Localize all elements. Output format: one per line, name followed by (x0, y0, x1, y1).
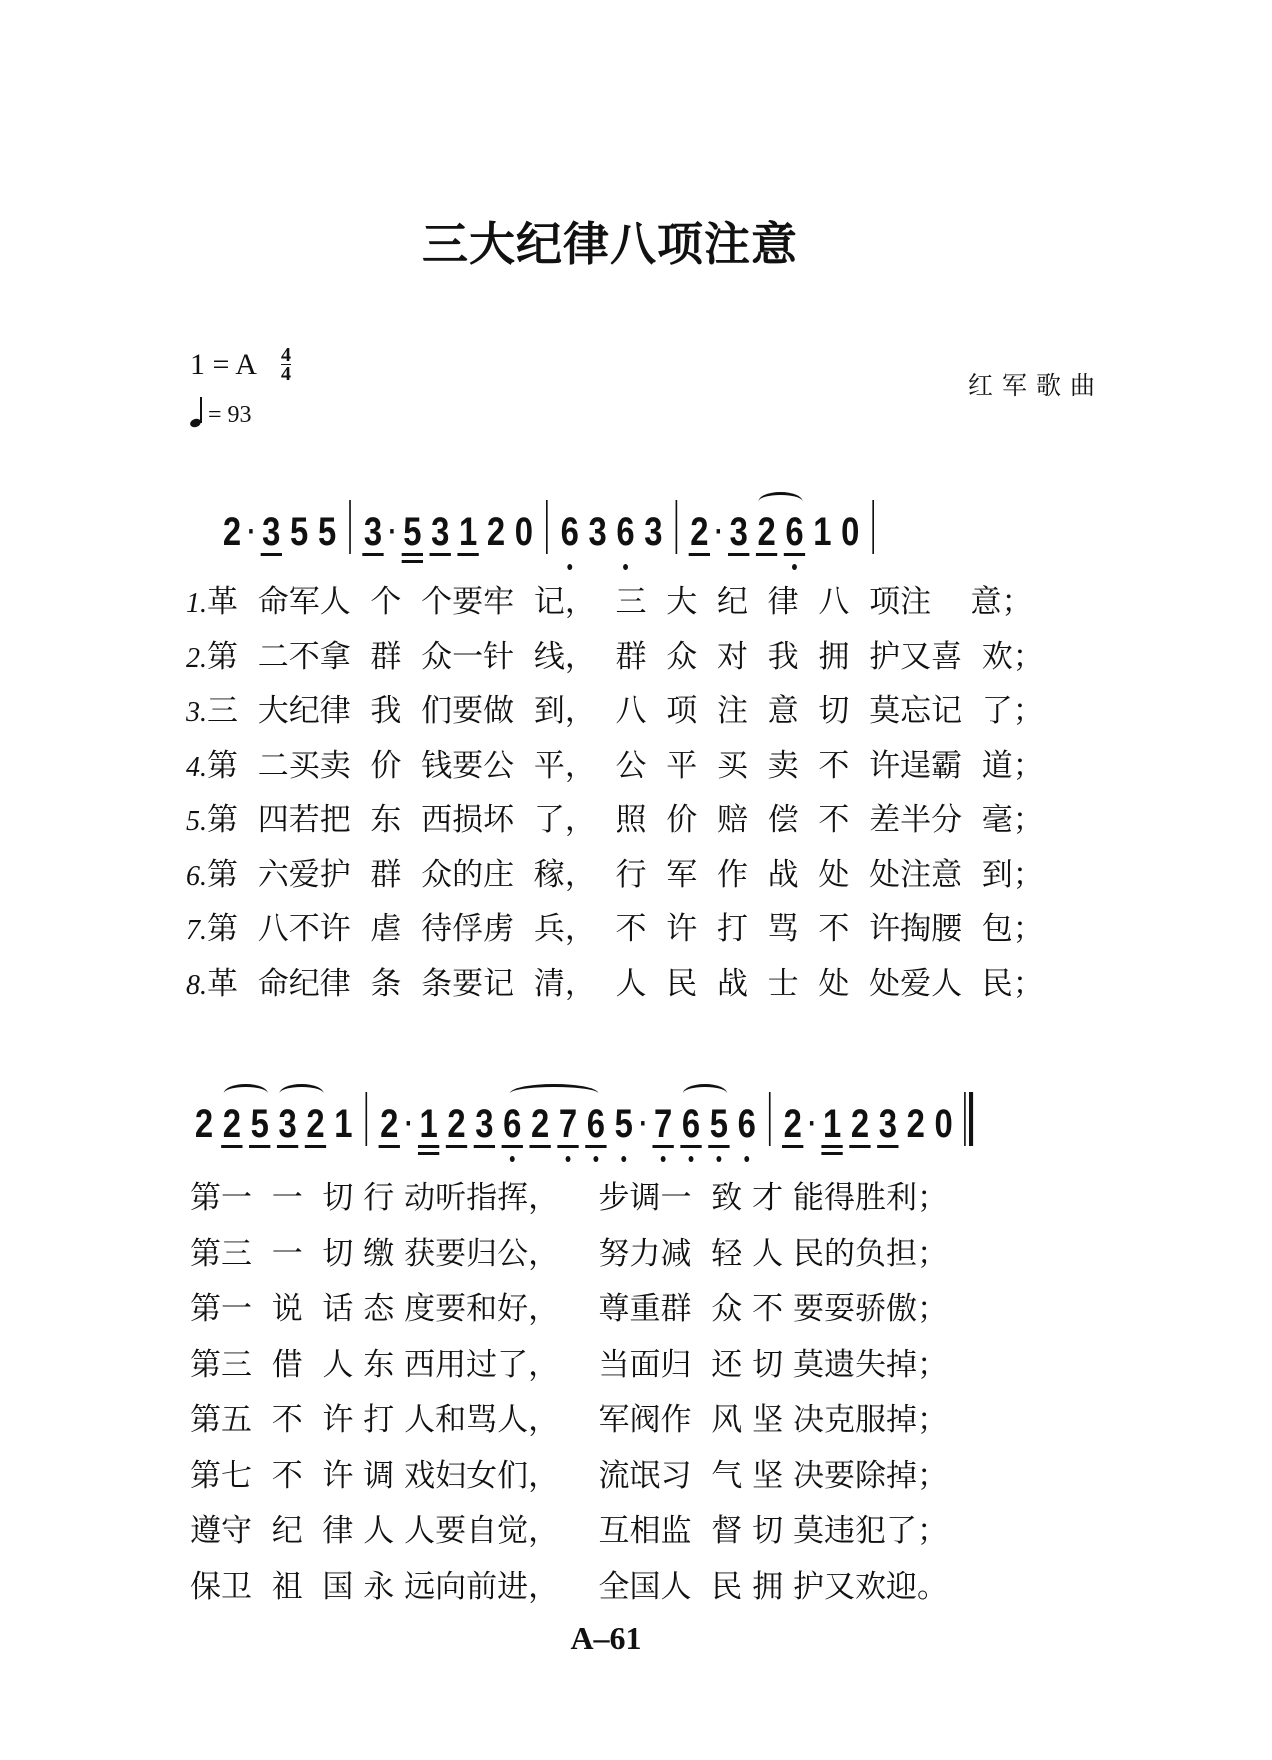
lower-octave-dot (744, 1156, 749, 1162)
slur-group (498, 1102, 610, 1146)
lower-octave-dot (689, 1156, 694, 1162)
lyric-text: 第 二买卖 价 钱要公 平， 公 平 买 卖 不 许逞霸 道； (207, 747, 1044, 784)
augmentation-dot: · (808, 1107, 817, 1140)
note: 3 (363, 510, 383, 554)
lower-octave-dot (661, 1156, 666, 1162)
page-number: A–61 (570, 1620, 642, 1656)
note: 2 (447, 1102, 466, 1146)
note: 0 (934, 1102, 953, 1146)
note: 6 (559, 510, 580, 554)
note: 3 (878, 1102, 897, 1146)
note: 2 (222, 510, 242, 554)
lower-octave-dot (566, 1156, 571, 1162)
verse-number: 2. (186, 642, 207, 674)
note: 3 (475, 1102, 494, 1146)
note: 2 (380, 1102, 399, 1146)
lower-octave-dot (792, 564, 797, 570)
augmentation-dot: · (714, 515, 724, 548)
barline (546, 500, 548, 554)
lyric-line (186, 800, 1044, 842)
slur-arc (223, 1084, 268, 1103)
lyric-line (186, 691, 1044, 733)
notation-line-2 (190, 1092, 973, 1146)
slur-arc (683, 1084, 728, 1103)
lyric-line (186, 637, 1044, 679)
time-top: 4 (280, 344, 291, 366)
verse-number: 6. (186, 860, 207, 892)
note: 1 (334, 1102, 353, 1146)
lower-octave-dot (623, 564, 628, 570)
note: 0 (841, 510, 860, 554)
note: 6 (615, 510, 636, 554)
lyric-text: 第 六爱护 群 众的庄 稼， 行 军 作 战 处 处注意 到； (207, 856, 1044, 893)
verse-number: 1. (186, 588, 207, 619)
note: 6 (680, 1102, 701, 1146)
note: 5 (613, 1102, 634, 1146)
verse-number: 5. (186, 806, 207, 837)
note: 2 (486, 510, 506, 554)
lyric-line (186, 855, 1044, 897)
lyric-text: 三 大纪律 我 们要做 到， 八 项 注 意 切 莫忘记 了； (207, 693, 1044, 729)
note: 5 (403, 510, 422, 554)
note: 5 (250, 1102, 269, 1146)
note: 1 (822, 1102, 842, 1146)
barline (349, 500, 351, 554)
time-bottom: 4 (280, 363, 291, 385)
quarter-note-stem (200, 397, 202, 423)
lyric-line: 第一 说 话 态 度要和好， 尊重群 众 不 要耍骄傲； (190, 1291, 948, 1327)
lyric-line: 第五 不 许 打 人和骂人， 军阀作 风 坚 决克服掉； (190, 1402, 948, 1438)
augmentation-dot: · (639, 1107, 648, 1140)
verse-number: 7. (186, 915, 207, 946)
note: 6 (736, 1102, 757, 1146)
note: 5 (290, 510, 309, 554)
note: 5 (317, 510, 337, 554)
note: 6 (502, 1102, 523, 1146)
slur-group (218, 1102, 274, 1146)
note: 2 (906, 1102, 925, 1146)
augmentation-dot: · (388, 515, 397, 548)
note: 2 (757, 510, 776, 554)
song-title: 三大纪律八项注意 (422, 217, 798, 271)
notation-line-1 (218, 500, 882, 554)
note: 7 (557, 1102, 578, 1146)
lower-octave-dot (621, 1156, 626, 1162)
tempo-marking (190, 402, 252, 429)
note: 0 (514, 510, 533, 554)
lyric-text: 革 命军人 个 个要牢 记， 三 大 纪 律 八 项注 意； (207, 584, 1033, 620)
note: 2 (306, 1102, 325, 1146)
note: 5 (708, 1102, 729, 1146)
augmentation-dot: · (247, 515, 256, 548)
note: 1 (458, 510, 478, 554)
note: 2 (222, 1102, 241, 1146)
lower-octave-dot (716, 1156, 721, 1162)
lyric-text: 革 命纪律 条 条要记 清， 人 民 战 士 处 处爱人 民； (207, 965, 1044, 1002)
lyric-text: 第 四若把 东 西损坏 了， 照 价 赔 偿 不 差半分 毫； (207, 802, 1044, 838)
composer: 红军歌曲 (968, 371, 1105, 400)
note: 3 (644, 510, 663, 554)
note: 6 (585, 1102, 606, 1146)
final-barline (964, 1092, 973, 1146)
lyric-line (186, 746, 1044, 788)
lyric-text: 第 二不拿 群 众一针 线， 群 众 对 我 拥 护又喜 欢； (207, 638, 1044, 675)
lyric-line: 第三 借 人 东 西用过了， 当面归 还 切 莫遗失掉； (190, 1346, 948, 1383)
tempo-value: = 93 (208, 402, 252, 428)
time-signature (281, 346, 291, 383)
verse-number: 3. (186, 697, 207, 728)
key-label: 1 = A (190, 347, 257, 381)
lower-octave-dot (567, 564, 572, 570)
lyric-line (186, 909, 1044, 951)
lyric-line (186, 964, 1044, 1006)
note: 1 (813, 510, 832, 554)
lyric-line: 第七 不 许 调 戏妇女们， 流氓习 气 坚 决要除掉； (190, 1457, 948, 1494)
note: 2 (783, 1102, 802, 1146)
slur-arc (758, 492, 803, 511)
lyric-line (186, 582, 1033, 624)
slur-arc (509, 1084, 598, 1103)
note: 2 (194, 1102, 214, 1146)
key-signature (190, 346, 291, 383)
slur-group (677, 1102, 733, 1146)
verse-number: 4. (186, 751, 207, 783)
barline (872, 500, 874, 554)
note: 6 (784, 510, 805, 554)
note: 2 (690, 510, 709, 554)
lower-octave-dot (510, 1156, 515, 1162)
augmentation-dot: · (404, 1107, 414, 1140)
lyric-line: 保卫 祖 国 永 远向前进， 全国人 民 拥 护又欢迎。 (190, 1568, 948, 1605)
barline (365, 1092, 367, 1146)
lyric-line: 第三 一 切 缴 获要归公， 努力减 轻 人 民的负担； (190, 1235, 948, 1272)
lyric-line: 遵守 纪 律 人 人要自觉， 互相监 督 切 莫违犯了； (190, 1513, 948, 1549)
barline (769, 1092, 771, 1146)
lyric-line: 第一 一 切 行 动听指挥， 步调一 致 才 能得胜利； (190, 1180, 948, 1216)
note: 1 (419, 1102, 438, 1146)
note: 2 (850, 1102, 870, 1146)
note: 7 (652, 1102, 673, 1146)
slur-group (753, 510, 809, 554)
lower-octave-dot (593, 1156, 598, 1162)
slur-group (274, 1102, 330, 1146)
lyric-text: 第 八不许 虐 待俘虏 兵， 不 许 打 骂 不 许掏腰 包； (207, 911, 1044, 947)
note: 3 (431, 510, 450, 554)
slur-arc (279, 1084, 324, 1103)
barline (676, 500, 678, 554)
note: 3 (262, 510, 281, 554)
note: 3 (588, 510, 607, 554)
note: 2 (531, 1102, 550, 1146)
verse-number: 8. (186, 969, 207, 1001)
note: 3 (729, 510, 748, 554)
note: 3 (278, 1102, 297, 1146)
